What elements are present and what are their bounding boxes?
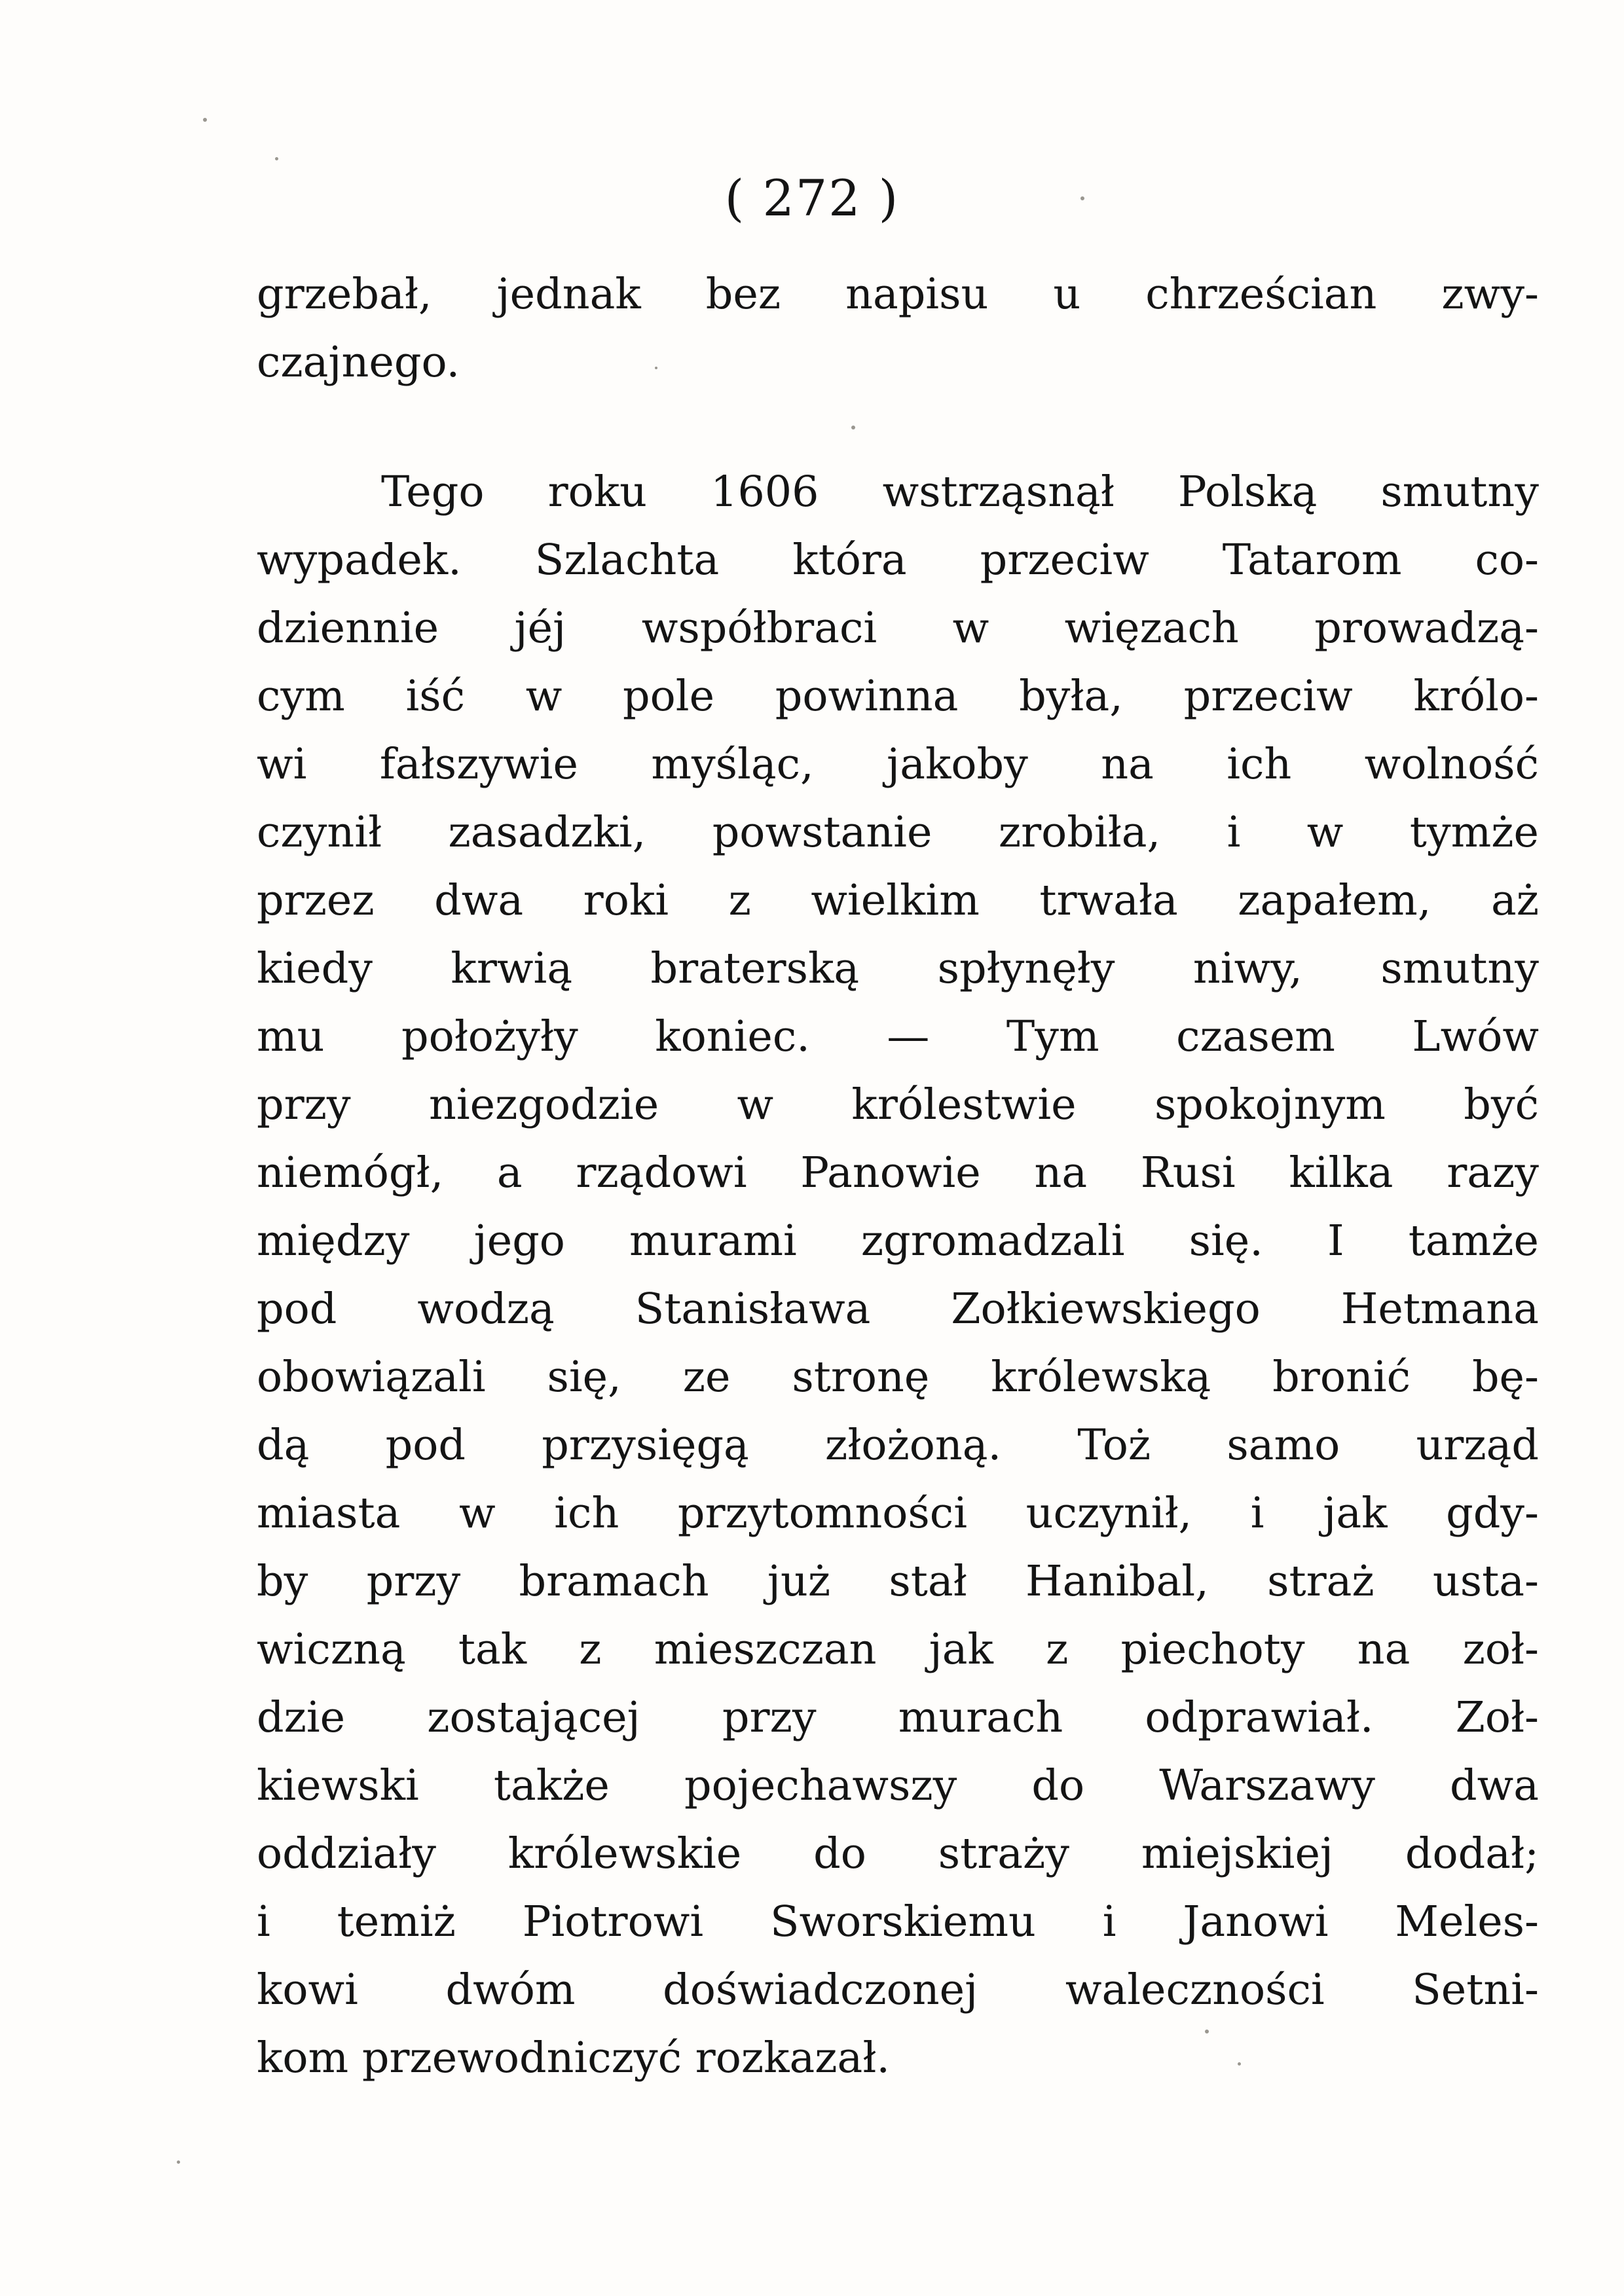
text-line: dzie zostającej przy murach odprawiał. Zoł- [257, 1693, 1539, 1742]
text-line: kom przewodniczyć rozkazał. [257, 2033, 891, 2083]
text-line: kiedy krwią braterską spłynęły niwy, smutny [257, 944, 1539, 993]
text-line: by przy bramach już stał Hanibal, straż usta- [257, 1557, 1539, 1606]
paragraph-1 [257, 261, 1539, 397]
text-line: wypadek. Szlachta która przeciw Tatarom co- [257, 536, 1539, 585]
paragraph-2 [257, 458, 1539, 2092]
scan-speck [851, 426, 855, 429]
text-line: kowi dwóm doświadczonej waleczności Setni- [257, 1965, 1539, 2014]
text-line: pod wodzą Stanisława Zołkiewskiego Hetmana [257, 1285, 1539, 1334]
page-number: ( 272 ) [724, 169, 900, 227]
text-line: dziennie jéj współbraci w więzach prowadzą- [257, 604, 1539, 653]
text-line: wi fałszywie myśląc, jakoby na ich wolność [257, 740, 1539, 789]
text-line: cym iść w pole powinna była, przeciw królo- [257, 672, 1539, 721]
scan-speck [275, 157, 278, 160]
text-line: dą pod przysięgą złożoną. Toż samo urząd [257, 1421, 1539, 1470]
text-line: grzebał, jednak bez napisu u chrześcian zwy- [257, 270, 1539, 319]
text-line: miasta w ich przytomności uczynił, i jak gdy- [257, 1489, 1539, 1538]
text-line: wiczną tak z mieszczan jak z piechoty na zoł- [257, 1625, 1539, 1674]
text-line: przez dwa roki z wielkim trwała zapałem, aż [257, 876, 1539, 925]
text-line: kiewski także pojechawszy do Warszawy dwa [257, 1761, 1539, 1810]
text-line: mu położyły koniec. — Tym czasem Lwów [257, 1012, 1539, 1061]
scan-speck [177, 2160, 180, 2164]
text-line: czynił zasadzki, powstanie zrobiła, i w tymże [257, 808, 1539, 857]
text-line: i temiż Piotrowi Sworskiemu i Janowi Meles- [257, 1897, 1539, 1946]
text-line: obowiązali się, ze stronę królewską bronić bę- [257, 1353, 1539, 1402]
text-line: przy niezgodzie w królestwie spokojnym być [257, 1080, 1539, 1129]
text-line: oddziały królewskie do straży miejskiej dodał; [257, 1829, 1539, 1878]
text-line: niemógł, a rządowi Panowie na Rusi kilka razy [257, 1148, 1539, 1197]
scan-speck [203, 118, 207, 122]
text-line: czajnego. [257, 338, 460, 387]
text-line: między jego murami zgromadzali się. I tamże [257, 1216, 1539, 1266]
text-line: Tego roku 1606 wstrząsnął Polską smutny [381, 467, 1539, 517]
